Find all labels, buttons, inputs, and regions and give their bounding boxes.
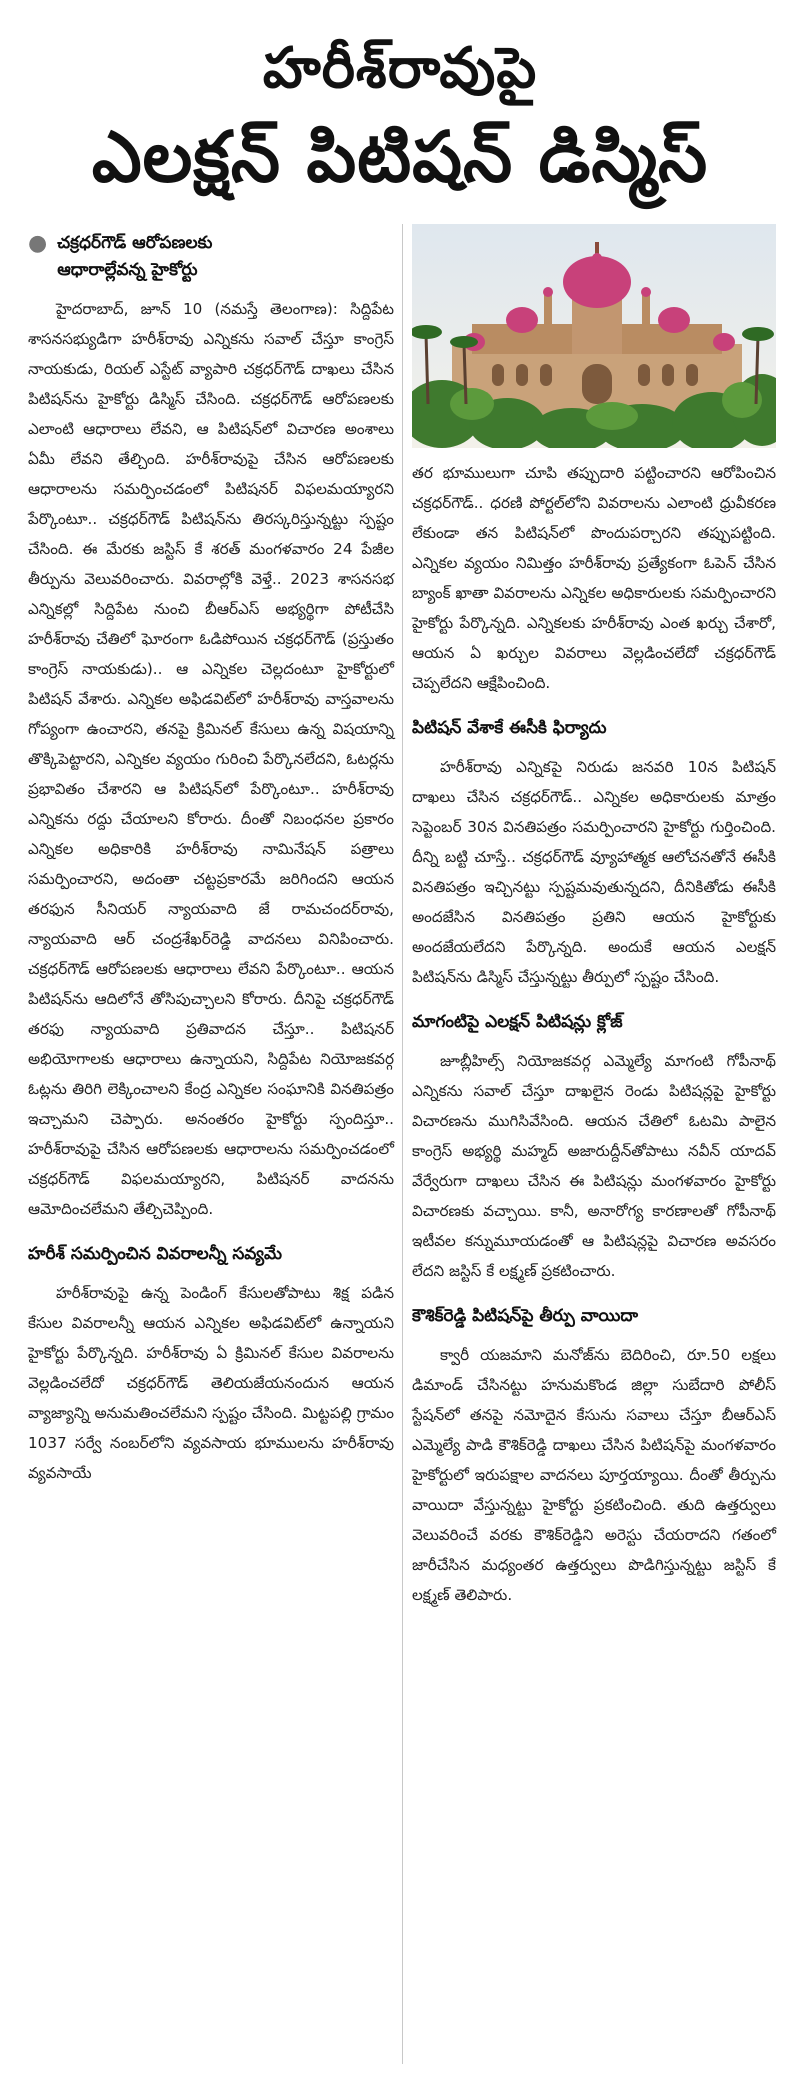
high-court-building-illustration [412,224,776,448]
high-court-photo [412,224,776,448]
kicker-line-2: ఆధారాల్లేవన్న హైకోర్టు [57,260,198,280]
subheading: కౌశిక్‌రెడ్డి పిటిషన్‌పై తీర్పు వాయిదా [412,1306,639,1326]
left-column [28,224,394,1488]
article-paragraph: జూబ్లీహిల్స్ నియోజకవర్గ ఎమ్మెల్యే మాగంటి గోపీనాథ్ ఎన్నికను సవాల్ చేస్తూ దాఖలైన రెండు పిటిషన్లపై హైకోర్టు విచారణను ముగిసివేసింది. ఆయన చేతిలో ఓటమి పాలైన కాంగ్రెస్ అభ్యర్థి మహ్మద్ అజారుద్దీన్‌తోపాటు నవీన్ యాదవ్ వేర్వేరుగా దాఖలు చేసిన ఈ పిటిషన్లు మంగళవారం హైకోర్టు విచారణకు వచ్చాయి. కానీ, అనారోగ్య కారణాలతో గోపీనాథ్ ఇటీవల కన్నుమూయడంతో ఆ పిటిషన్లపై విచారణ అవసరం లేదని జస్టిస్ కే లక్ష్మణ్ ప్రకటించారు. [412,1052,776,1280]
kicker-line-1: చక్రధర్‌గౌడ్ ఆరోపణలకు [57,233,213,253]
column-divider [402,224,403,2064]
article-paragraph: హరీశ్‌రావు ఎన్నికపై నిరుడు జనవరి 10న పిటిషన్ దాఖలు చేసిన చక్రధర్‌గౌడ్.. ఎన్నికల అధికారులకు మాత్రం సెప్టెంబర్ 30న వినతిపత్రం సమర్పించారని హైకోర్టు గుర్తించింది. దీన్ని బట్టి చూస్తే.. చక్రధర్‌గౌడ్ వ్యూహాత్మక ఆలోచనతోనే ఈసీకి వినతిపత్రం ఇచ్చినట్టు స్పష్టమవుతున్నదని, దీనికితోడు ఈసీకి అందజేసిన వినతిపత్రం ప్రతిని ఆయన హైకోర్టుకు అందజేయలేదని పేర్కొన్నది. అందుకే ఆయన ఎలక్షన్ పిటిషన్‌ను డిస్మిస్ చేస్తున్నట్టు తీర్పులో స్పష్టం చేసింది. [412,758,776,986]
article-paragraph: క్వారీ యజమాని మనోజ్‌ను బెదిరించి, రూ.50 లక్షలు డిమాండ్ చేసినట్టు హనుమకొండ జిల్లా సుబేదారి పోలీస్ స్టేషన్‌లో తనపై నమోదైన కేసును సవాలు చేస్తూ బీఆర్‌ఎస్ ఎమ్మెల్యే పాడి కౌశిక్‌రెడ్డి దాఖలు చేసిన పిటిషన్‌పై మంగళవారం హైకోర్టులో ఇరుపక్షాల వాదనలు పూర్తయ్యాయి. దీంతో తీర్పును వాయిదా వేస్తున్నట్టు హైకోర్టు ప్రకటించింది. తుది ఉత్తర్వులు వెలువరించే వరకు కౌశిక్‌రెడ్డిని అరెస్టు చేయరాదని గతంలో జారీచేసిన మధ్యంతర ఉత్తర్వులు పొడిగిస్తున్నట్టు జస్టిస్ కే లక్ష్మణ్ తెలిపారు. [412,1346,776,1604]
article-paragraph: హైదరాబాద్, జూన్ 10 (నమస్తే తెలంగాణ): సిద్దిపేట శాసనసభ్యుడిగా హరీశ్‌రావు ఎన్నికను సవాల్ చేస్తూ కాంగ్రెస్ నాయకుడు, రియల్ ఎస్టేట్ వ్యాపారి చక్రధర్‌గౌడ్ దాఖలు చేసిన పిటిషన్‌ను హైకోర్టు డిస్మిస్ చేసింది. చక్రధర్‌గౌడ్ ఆరోపణలకు ఎలాంటి ఆధారాలు లేవని, ఆ పిటిషన్‌లో విచారణ అంశాలు ఏమీ లేవని తేల్చింది. హరీశ్‌రావుపై చేసిన ఆరోపణలకు ఆధారాలను సమర్పించడంలో పిటిషనర్ విఫలమయ్యారని పేర్కొంటూ.. చక్రధర్‌గౌడ్ పిటిషన్‌ను తిరస్కరిస్తున్నట్టు స్పష్టం చేసింది. ఈ మేరకు జస్టిస్ కే శరత్ మంగళవారం 24 పేజీల తీర్పును వెలువరించారు. వివరాల్లోకి వెళ్తే.. 2023 శాసనసభ ఎన్నికల్లో సిద్దిపేట నుంచి బీఆర్‌ఎస్ అభ్యర్థిగా పోటీచేసి హరీశ్‌రావు చేతిలో ఘోరంగా ఓడిపోయిన చక్రధర్‌గౌడ్ (ప్రస్తుతం కాంగ్రెస్ నాయకుడు).. ఆ ఎన్నికల చెల్లదంటూ హైకోర్టులో పిటిషన్ వేశారు. ఎన్నికల అఫిడవిట్‌లో హరీశ్‌రావు వాస్తవాలను గోప్యంగా ఉంచారని, తనపై క్రిమినల్ కేసులు ఉన్న విషయాన్ని తొక్కిపెట్టారని, ఎన్నికల వ్యయం గురించి పేర్కొనలేదని, ఓటర్లను ప్రభావితం చేశారని ఆ పిటిషన్‌లో పేర్కొంటూ.. హరీశ్‌రావు ఎన్నికను రద్దు చేయాలని కోరారు. దీంతో నిబంధనల ప్రకారం ఎన్నికల అధికారికి హరీశ్‌రావు నామినేషన్ పత్రాలు సమర్పించారని, అదంతా చట్టప్రకారమే జరిగిందని ఆయన తరఫున సీనియర్ న్యాయవాది జే రామచందర్‌రావు, న్యాయవాది ఆర్ చంద్రశేఖర్‌రెడ్డి వాదనలు వినిపించారు. చక్రధర్‌గౌడ్ ఆరోపణలకు ఆధారాలు లేవని పేర్కొంటూ.. ఆయన పిటిషన్‌ను ఆదిలోనే తోసిపుచ్చాలని కోరారు. దీనిపై చక్రధర్‌గౌడ్ తరఫు న్యాయవాది ప్రతివాదన చేస్తూ.. పిటిషనర్ అభియోగాలకు ఆధారాలు ఉన్నాయని, సిద్దిపేట నియోజకవర్గ ఓట్లను తిరిగి లెక్కించాలని కేంద్ర ఎన్నికల సంఘానికి వినతిపత్రం ఇచ్చామని చెప్పారు. అనంతరం హైకోర్టు స్పందిస్తూ.. హరీశ్‌రావుపై చేసిన ఆరోపణలకు ఆధారాలను సమర్పించడంలో చక్రధర్‌గౌడ్ విఫలమయ్యారని, పిటిషనర్ వాదనను ఆమోదించలేమని తేల్చిచెప్పింది. [28,300,394,1218]
right-column [412,224,776,1610]
kicker-text-block [57,230,212,284]
subheading: పిటిషన్ వేశాకే ఈసీకి ఫిర్యాదు [412,718,607,738]
article-paragraph: హరీశ్‌రావుపై ఉన్న పెండింగ్ కేసులతోపాటు శిక్ష పడిన కేసుల వివరాలన్నీ ఆయన ఎన్నికల అఫిడవిట్‌లో ఉన్నాయని హైకోర్టు పేర్కొన్నది. హరీశ్‌రావు ఏ క్రిమినల్ కేసుల వివరాలను వెల్లడించలేదో చక్రధర్‌గౌడ్ తెలియజేయనందున ఆయన వ్యాజ్యాన్ని అనుమతించలేమని స్పష్టం చేసింది. మిట్టపల్లి గ్రామం 1037 సర్వే నంబర్‌లోని వ్యవసాయ భూములను హరీశ్‌రావు వ్యవసాయే [28,1284,394,1482]
subheading: మాగంటిపై ఎలక్షన్ పిటిషన్లు క్లోజ్ [412,1012,623,1032]
headline-line-1: హరీశ్‌రావుపై [262,36,538,102]
headline [0,29,800,205]
subheading: హరీశ్ సమర్పించిన వివరాలన్నీ సవ్యమే [28,1244,282,1264]
bullet-icon: ● [28,231,48,256]
headline-line-2: ఎలక్షన్ పిటిషన్ డిస్మిస్ [91,116,709,199]
kicker [28,230,394,284]
article-paragraph: తర భూములుగా చూపి తప్పుదారి పట్టించారని ఆరోపించిన చక్రధర్‌గౌడ్.. ధరణి పోర్టల్‌లోని వివరాలను ఎలాంటి ధ్రువీకరణ లేకుండా తన పిటిషన్‌లో పొందుపర్చారని తప్పుపట్టింది. ఎన్నికల వ్యయం నిమిత్తం హరీశ్‌రావు ప్రత్యేకంగా ఓపెన్ చేసిన బ్యాంక్ ఖాతా వివరాలను ఎన్నికల అధికారులకు సమర్పించారని హైకోర్టు పేర్కొన్నది. ఎన్నికలకు హరీశ్‌రావు ఎంత ఖర్చు చేశారో, ఆయన ఏ ఖర్చుల వివరాలు వెల్లడించలేదో చక్రధర్‌గౌడ్ చెప్పలేదని ఆక్షేపించింది. [412,464,776,692]
